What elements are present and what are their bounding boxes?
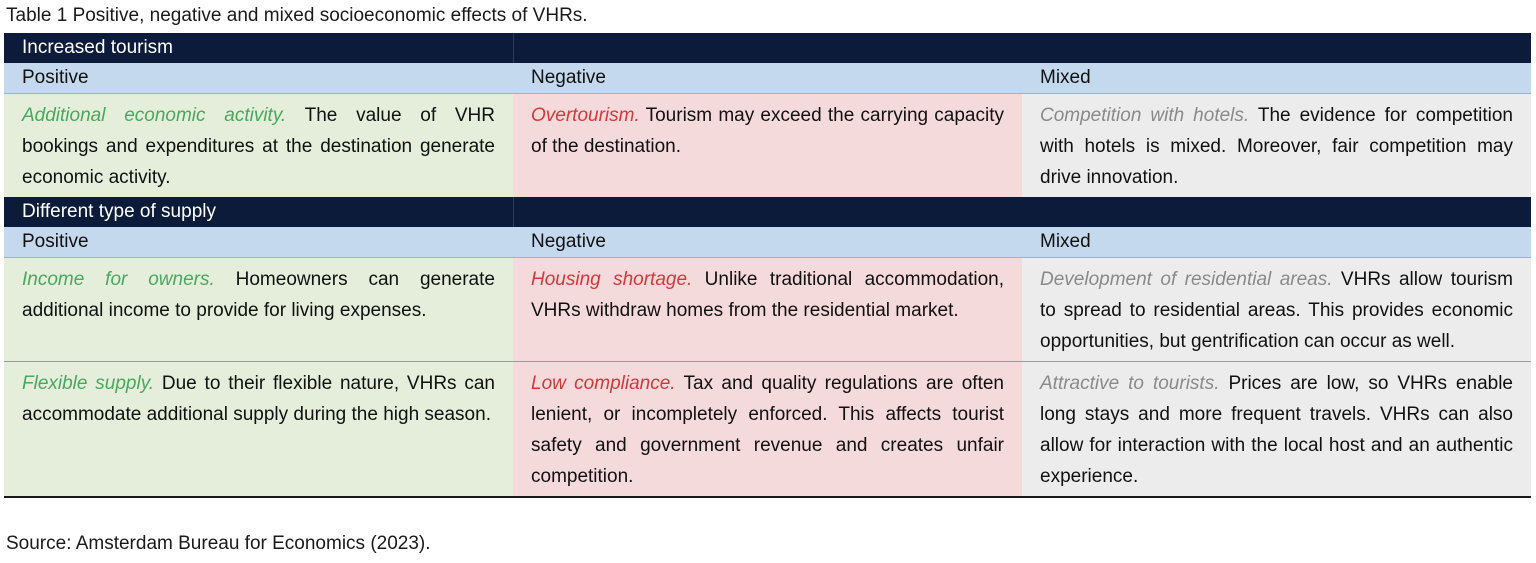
header-negative: Negative	[513, 227, 1022, 258]
section-row-increased-tourism	[4, 33, 1531, 63]
mixed-cell	[1022, 94, 1531, 198]
section-spacer	[1022, 33, 1531, 63]
negative-keyword: Overtourism.	[531, 105, 640, 126]
table-caption	[6, 4, 588, 28]
section-title: Increased tourism	[4, 33, 513, 63]
table-title: Positive, negative and mixed socioeconomic effects of VHRs.	[72, 5, 588, 26]
negative-keyword: Low compliance.	[531, 373, 676, 394]
header-mixed: Mixed	[1022, 227, 1531, 258]
positive-cell	[4, 94, 513, 198]
mixed-keyword: Competition with hotels.	[1040, 105, 1250, 126]
positive-text: Due to their flexible nature, VHRs can accommodate additional supply during the high season.	[22, 373, 495, 425]
source-note: Source: Amsterdam Bureau for Economics (2023).	[6, 533, 431, 554]
mixed-text: VHRs allow tourism to spread to residential areas. This provides economic opportunities, but gentrification can occur as well.	[1040, 269, 1513, 352]
mixed-keyword: Development of residential areas.	[1040, 269, 1333, 290]
section-spacer	[513, 197, 1022, 227]
mixed-cell	[1022, 258, 1531, 362]
positive-text: Homeowners can generate additional income to provide for living expenses.	[22, 269, 495, 321]
negative-text: Tourism may exceed the carrying capacity of the destination.	[531, 105, 1004, 157]
header-positive: Positive	[4, 227, 513, 258]
negative-keyword: Housing shortage.	[531, 269, 693, 290]
section-row-different-type-of-supply	[4, 197, 1531, 227]
column-header-row	[4, 227, 1531, 258]
mixed-text: Prices are low, so VHRs enable long stays and more frequent travels. VHRs can also allow for interaction with the local host and an authentic experience.	[1040, 373, 1513, 487]
header-positive: Positive	[4, 63, 513, 94]
positive-cell	[4, 258, 513, 362]
table-row	[4, 362, 1531, 498]
mixed-text: The evidence for competition with hotels is mixed. Moreover, fair competition may drive innovation.	[1040, 105, 1513, 188]
negative-cell	[513, 94, 1022, 198]
section-title: Different type of supply	[4, 197, 513, 227]
effects-table	[4, 33, 1531, 498]
header-mixed: Mixed	[1022, 63, 1531, 94]
positive-cell	[4, 362, 513, 498]
table-row	[4, 258, 1531, 362]
header-negative: Negative	[513, 63, 1022, 94]
positive-keyword: Additional economic activity.	[22, 105, 287, 126]
mixed-cell	[1022, 362, 1531, 498]
positive-keyword: Income for owners.	[22, 269, 215, 290]
negative-cell	[513, 258, 1022, 362]
negative-text: Tax and quality regulations are often lenient, or incompletely enforced. This affects tourist safety and government revenue and creates unfair competition.	[531, 373, 1004, 487]
positive-keyword: Flexible supply.	[22, 373, 155, 394]
section-spacer	[513, 33, 1022, 63]
section-spacer	[1022, 197, 1531, 227]
column-header-row	[4, 63, 1531, 94]
table-number: Table 1	[6, 5, 68, 26]
mixed-keyword: Attractive to tourists.	[1040, 373, 1220, 394]
negative-text: Unlike traditional accommodation, VHRs withdraw homes from the residential market.	[531, 269, 1004, 321]
negative-cell	[513, 362, 1022, 498]
positive-text: The value of VHR bookings and expenditures at the destination generate economic activity.	[22, 105, 495, 188]
table-row	[4, 94, 1531, 198]
